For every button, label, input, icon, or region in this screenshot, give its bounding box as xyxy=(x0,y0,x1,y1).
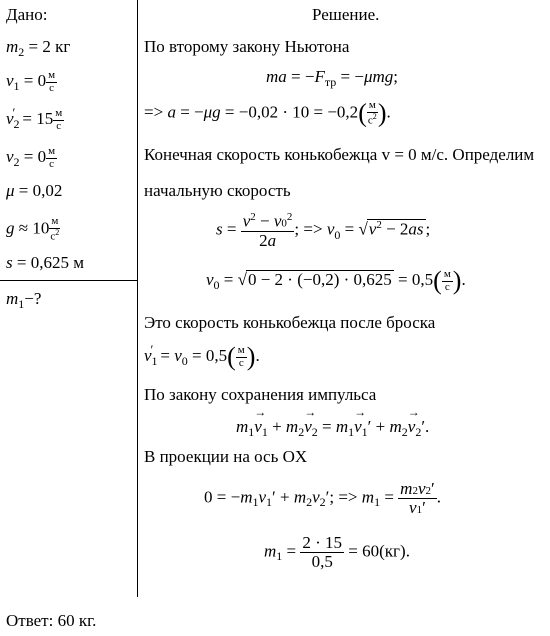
solution-text-4: Это скорость конькобежца после броска xyxy=(144,313,436,332)
equation-result: $m_1$ = $\frac{2 \cdot 15}{0,5}$ = 60(кг). xyxy=(264,533,410,571)
answer: Ответ: 60 кг. xyxy=(6,611,97,630)
equation-momentum: $m_1\to v_1 + m_2\to v_2 = m_1\to v_1' + m_2\to v_2'$. xyxy=(236,418,429,435)
solution-text-2: Конечная скорость конькобежца v = 0 м/с. Определим xyxy=(144,145,535,164)
find-m1: $m_1-$? xyxy=(6,289,42,311)
given-mu: μ = 0,02 xyxy=(6,181,63,200)
given-title: Дано: xyxy=(6,5,48,24)
given-divider xyxy=(0,280,137,281)
given-m2: $m_2 = 2$ кг xyxy=(6,37,71,59)
equation-v1prime: $v_1' = v_0 = 0,5$( $\frac{м}{с}$ ). xyxy=(144,341,260,371)
given-v1: $v_1 = 0$ $\frac{м}{с}$ xyxy=(6,69,56,94)
equation-acceleration: => a = −μg = −0,02 · 10 = −0,2( $\frac{м}{с^2}$ ). xyxy=(144,98,391,128)
equation-newton: ma = $-F_{тр} = -\mu mg$; xyxy=(266,67,398,89)
solution-text-1: По второму закону Ньютона xyxy=(144,37,350,56)
solution-heading: Решение. xyxy=(312,5,380,24)
equation-v0: $v_0 = √0 - 2 \cdot (-0,2) \cdot 0,625 = 0,5$( $\frac{м}{с}$ ). xyxy=(206,266,466,295)
equation-projection: $0 = -m_1v_1' + m_2v_2'$; => $m_1$ = $\frac{m2v2'}{v1'}$ . xyxy=(204,479,441,517)
equation-kinematics: s = $\frac{v^2 - v0^2}{2a}$ ; => $v_0 = √v^2 - 2as$ ; xyxy=(216,211,431,250)
solution-text-5: По закону сохранения импульса xyxy=(144,385,377,404)
column-divider xyxy=(137,0,138,597)
given-v2: $v_2 = 0$ $\frac{м}{с}$ xyxy=(6,145,56,170)
solution-text-3: начальную скорость xyxy=(144,181,291,200)
given-s: s = 0,625 м xyxy=(6,253,84,272)
given-v2prime: $v_2' = 15$ $\frac{м}{с}$ xyxy=(6,104,63,132)
solution-text-6: В проекции на ось OX xyxy=(144,447,308,466)
given-g: g ≈ 10 $\frac{м}{с^2}$ xyxy=(6,215,60,243)
